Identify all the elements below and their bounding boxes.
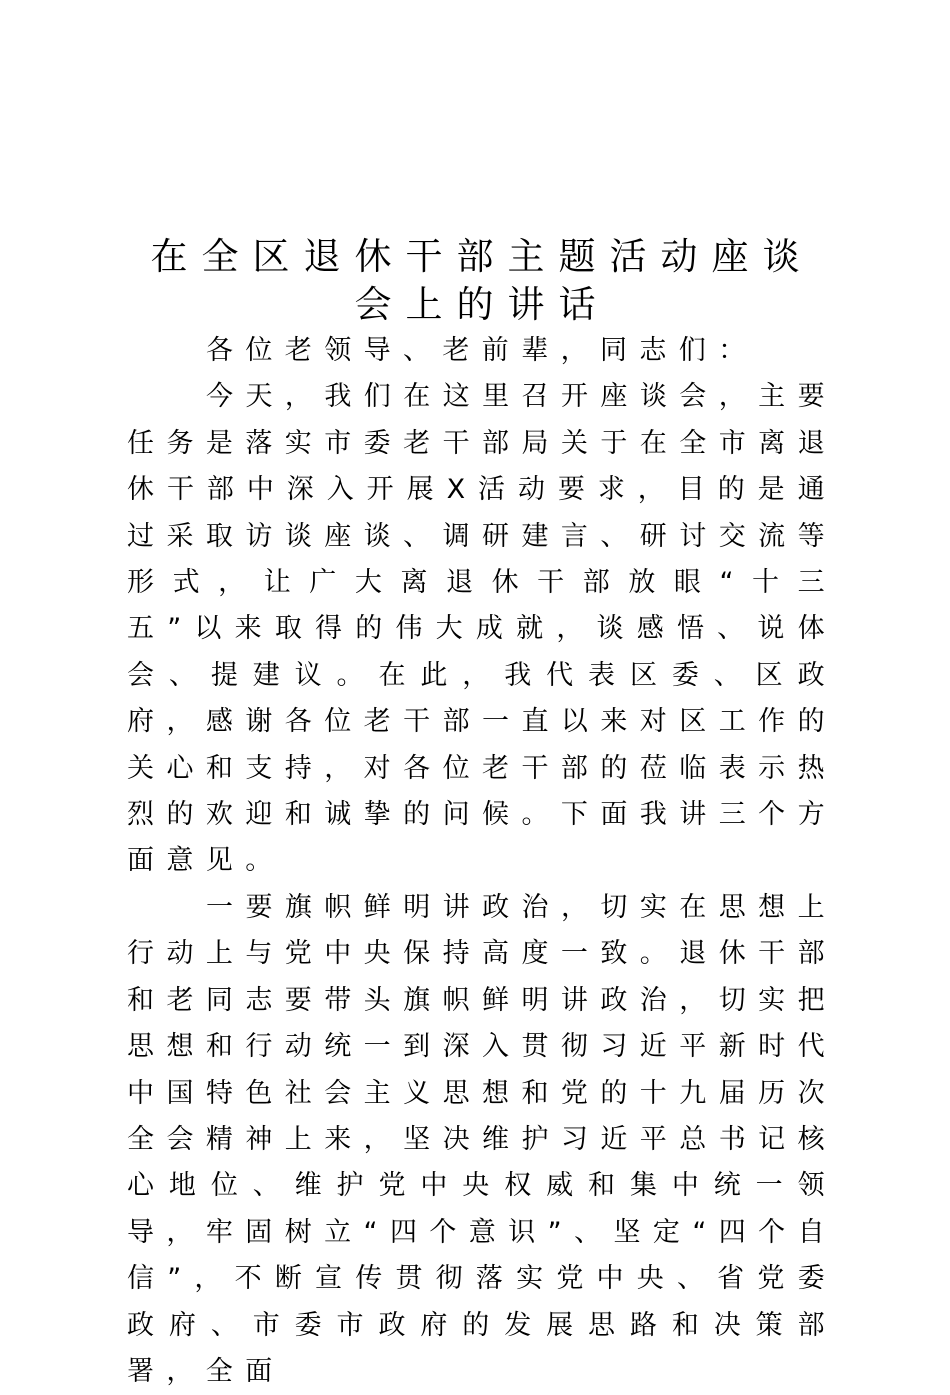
paragraph-2: 一要旗帜鲜明讲政治，切实在思想上行动上与党中央保持高度一致。退休干部和老同志要带头旗帜鲜明讲政治，切实把思想和行动统一到深入贯彻习近平新时代中国特色社会主义思想和党的十九届历次全会精神上来，坚决维护习近平总书记核心地位、维护党中央权威和集中统一领导，牢固树立“四个意识”、坚定“四个自信”，不断宣传贯彻落实党中央、省党委政府、市委市政府的发展思路和决策部署，全面 <box>127 891 837 1387</box>
paragraph-1: 今天，我们在这里召开座谈会，主要任务是落实市委老干部局关于在全市离退休干部中深入开展X活动要求，目的是通过采取访谈座谈、调研建言、研讨交流等形式，让广大离退休干部放眼“十三五”以来取得的伟大成就，谈感悟、说体会、提建议。在此，我代表区委、区政府，感谢各位老干部一直以来对区工作的关心和支持，对各位老干部的莅临表示热烈的欢迎和诚挚的问候。下面我讲三个方面意见。 <box>127 381 837 877</box>
title-line-2: 会上的讲话 <box>354 282 610 326</box>
salutation: 各位老领导、老前辈，同志们： <box>206 335 758 366</box>
title-line-1: 在全区退休干部主题活动座谈 <box>150 234 814 278</box>
document-title <box>0 233 950 329</box>
document-body <box>127 328 837 1395</box>
